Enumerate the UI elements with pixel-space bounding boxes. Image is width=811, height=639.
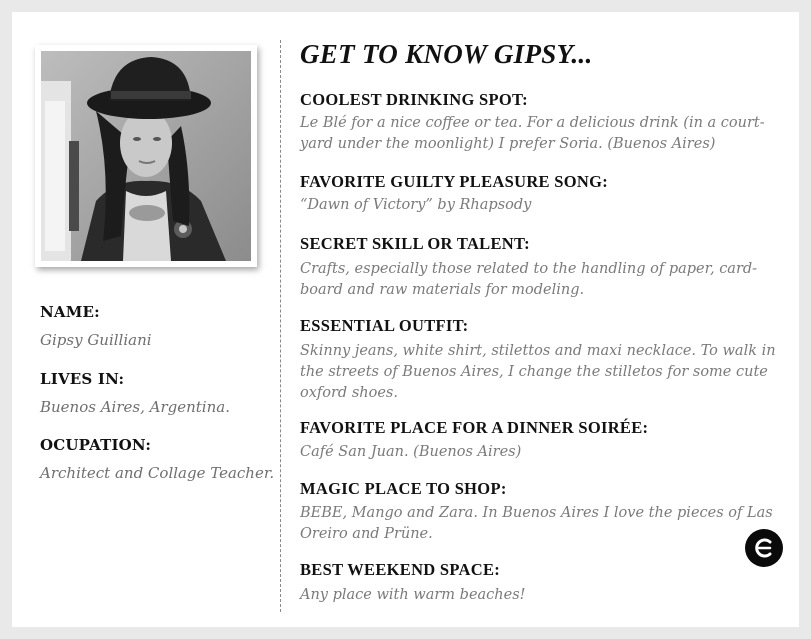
question-label: BEST WEEKEND SPACE: (300, 560, 501, 579)
bio-label-lives-in: LIVES IN: (40, 370, 125, 388)
profile-card (12, 12, 799, 627)
brand-logo-icon (745, 529, 783, 567)
bio-value-name: Gipsy Guilliani (40, 331, 152, 349)
portrait-photo (41, 51, 251, 261)
question-answer: Skinny jeans, white shirt, stilettos and maxi necklace. To walk in the streets of Buenos Aires, I change the stilletos for some cute oxford shoes. (300, 343, 776, 401)
question-label: MAGIC PLACE TO SHOP: (300, 479, 507, 498)
question-answer: Café San Juan. (Buenos Aires) (300, 444, 522, 460)
question-answer: Any place with warm beaches! (300, 587, 526, 603)
column-divider (280, 40, 281, 612)
question-label: ESSENTIAL OUTFIT: (300, 316, 469, 335)
questionnaire (300, 12, 785, 627)
bio-label-name: NAME: (40, 303, 100, 321)
question-label: COOLEST DRINKING SPOT: (300, 90, 528, 109)
page-title: GET TO KNOW GIPSY... (300, 39, 593, 69)
bio-value-lives-in: Buenos Aires, Argentina. (40, 398, 230, 416)
question-label: FAVORITE PLACE FOR A DINNER SOIRÉE: (300, 418, 649, 437)
bio-value-occupation: Architect and Collage Teacher. (40, 464, 275, 482)
profile-sidebar (12, 12, 280, 627)
bio-label-occupation: OCUPATION: (40, 436, 152, 454)
profile-photo (35, 45, 257, 267)
question-answer: BEBE, Mango and Zara. In Buenos Aires I love the pieces of Las Oreiro and Prüne. (300, 505, 773, 542)
question-label: SECRET SKILL OR TALENT: (300, 234, 530, 253)
question-label: FAVORITE GUILTY PLEASURE SONG: (300, 172, 609, 191)
question-answer: “Dawn of Victory” by Rhapsody (300, 197, 532, 213)
brand-logo-glyph (751, 535, 777, 561)
question-answer: Le Blé for a nice coffee or tea. For a delicious drink (in a court- yard under the moonlight) I prefer Soria. (Buenos Aires) (300, 115, 765, 152)
question-answer: Crafts, especially those related to the handling of paper, card- board and raw materials for modeling. (300, 261, 758, 298)
